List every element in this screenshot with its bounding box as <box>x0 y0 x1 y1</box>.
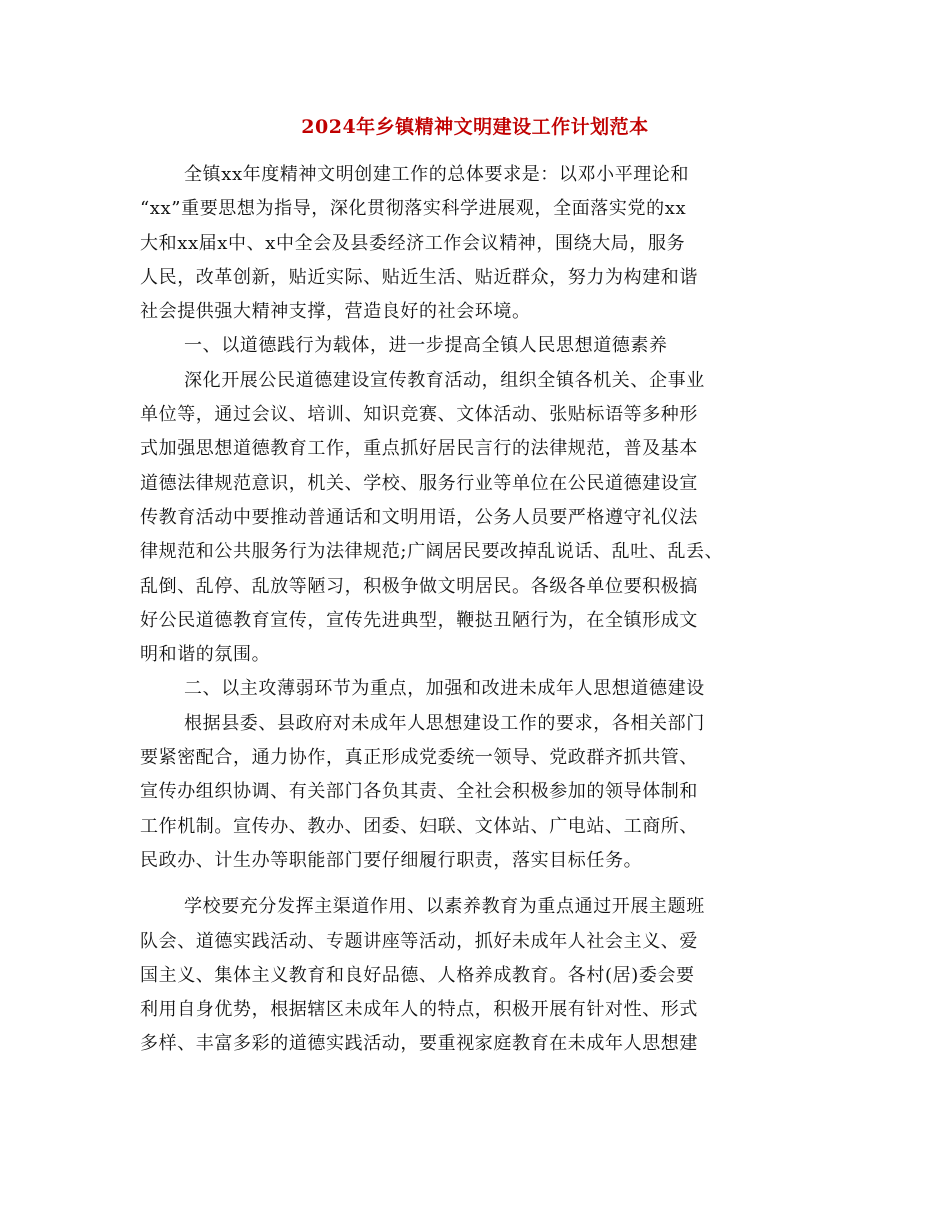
text-line: 大和xx届x中、x中全会及县委经济工作会议精神，围绕大局，服务 <box>140 232 686 254</box>
text-line: 社会提供强大精神支撑，营造良好的社会环境。 <box>140 301 531 323</box>
text-line: 人民，改革创新，贴近实际、贴近生活、贴近群众，努力为构建和谐 <box>140 266 698 288</box>
text-line: 国主义、集体主义教育和良好品德、人格养成教育。各村(居)委会要 <box>140 964 695 986</box>
text-line: 道德法律规范意识，机关、学校、服务行业等单位在公民道德建设宣 <box>140 472 698 494</box>
text-line: 要紧密配合，通力协作，真正形成党委统一领导、党政群齐抓共管、 <box>140 747 698 769</box>
document-title: 2024年乡镇精神文明建设工作计划范本 <box>301 116 649 138</box>
heading-line: 二、以主攻薄弱环节为重点，加强和改进未成年人思想道德建设 <box>184 678 705 700</box>
text-line: 多样、丰富多彩的道德实践活动，要重视家庭教育在未成年人思想建 <box>140 1033 698 1055</box>
paragraph-moral-education <box>140 364 820 673</box>
text-line: 学校要充分发挥主渠道作用、以素养教育为重点通过开展主题班 <box>184 896 705 918</box>
text-line: 根据县委、县政府对未成年人思想建设工作的要求，各相关部门 <box>184 712 705 734</box>
text-line: 深化开展公民道德建设宣传教育活动，组织全镇各机关、企事业 <box>184 369 705 391</box>
text-line: 工作机制。宣传办、教办、团委、妇联、文体站、广电站、工商所、 <box>140 815 698 837</box>
section-heading-1 <box>140 329 820 363</box>
text-line: 队会、道德实践活动、专题讲座等活动，抓好未成年人社会主义、爱 <box>140 930 698 952</box>
text-line: 律规范和公共服务行为法律规范;广阔居民要改掉乱说话、乱吐、乱丢、 <box>140 541 724 563</box>
text-line: 式加强思想道德教育工作，重点抓好居民言行的法律规范，普及基本 <box>140 438 698 460</box>
text-line: 民政办、计生办等职能部门要仔细履行职责，落实目标任务。 <box>140 849 643 871</box>
text-line: 全镇xx年度精神文明创建工作的总体要求是：以邓小平理论和 <box>184 164 690 185</box>
text-line: 好公民道德教育宣传，宣传先进典型，鞭挞丑陋行为，在全镇形成文 <box>140 609 698 631</box>
text-line: 宣传办组织协调、有关部门各负其责、全社会积极参加的领导体制和 <box>140 781 698 803</box>
section-heading-2 <box>140 672 820 706</box>
text-line: 乱倒、乱停、乱放等陋习，积极争做文明居民。各级各单位要积极搞 <box>140 575 698 597</box>
text-line: 利用自身优势，根据辖区未成年人的特点，积极开展有针对性、形式 <box>140 999 698 1021</box>
paragraph-intro <box>140 158 820 329</box>
heading-line: 一、以道德践行为载体，进一步提高全镇人民思想道德素养 <box>184 335 668 357</box>
text-line: 传教育活动中要推动普通话和文明用语，公务人员要严格遵守礼仪法 <box>140 506 698 528</box>
document-body <box>140 158 820 1062</box>
text-line: 单位等，通过会议、培训、知识竞赛、文体活动、张贴标语等多种形 <box>140 404 698 426</box>
text-line: “xx”重要思想为指导，深化贯彻落实科学进展观，全面落实党的xx <box>140 198 687 220</box>
paragraph-gap <box>140 878 820 890</box>
text-line: 明和谐的氛围。 <box>140 644 271 666</box>
paragraph-minors-work <box>140 707 820 878</box>
paragraph-schools <box>140 890 820 1061</box>
